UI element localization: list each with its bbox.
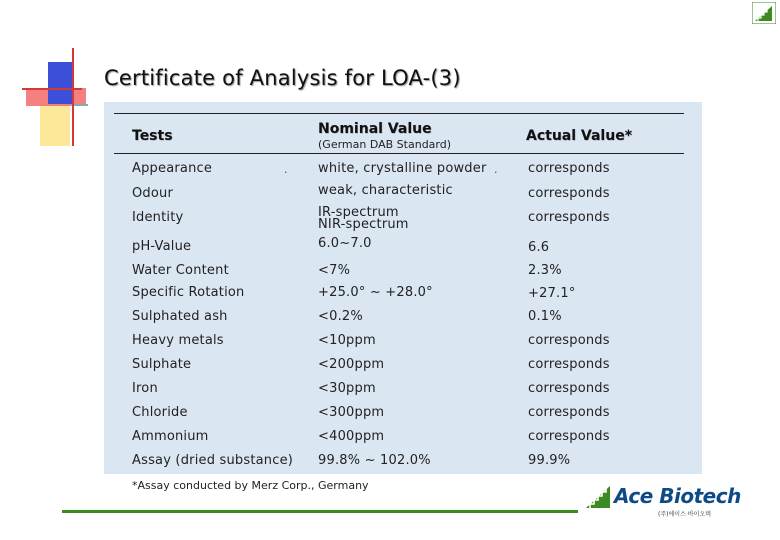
decor-horizontal-line [22, 88, 82, 90]
row-test: Identity [132, 210, 184, 225]
row-nominal: <300ppm [318, 405, 385, 420]
row-nominal: <7% [318, 263, 351, 278]
page-title: Certificate of Analysis for LOA-(3) [104, 66, 461, 90]
decor-vertical-line [72, 48, 74, 146]
row-test: Chloride [132, 405, 188, 420]
row-actual: corresponds [528, 429, 610, 444]
row-actual: corresponds [528, 161, 610, 176]
company-logo [584, 482, 741, 518]
header-actual: Actual Value* [526, 128, 633, 144]
row-nominal: <10ppm [318, 333, 376, 348]
row-test: Appearance [132, 161, 213, 176]
footer-divider [62, 510, 578, 513]
leaf-stairs-icon [752, 2, 776, 24]
row-actual: corresponds [528, 381, 610, 396]
decor-blue-block [48, 62, 74, 104]
row-nominal: 6.0~7.0 [318, 236, 372, 251]
decor-dot: . [284, 163, 288, 176]
row-test: Specific Rotation [132, 285, 245, 300]
row-nominal: <400ppm [318, 429, 385, 444]
row-actual: corresponds [528, 333, 610, 348]
decor-yellow-block [40, 104, 70, 146]
row-actual: corresponds [528, 186, 610, 201]
row-actual: +27.1° [528, 286, 576, 301]
row-nominal: +25.0° ~ +28.0° [318, 285, 433, 300]
row-nominal: <30ppm [318, 381, 376, 396]
row-test: Water Content [132, 263, 229, 278]
logo-name: Ace Biotech [614, 484, 741, 508]
table-header-rule [114, 153, 684, 154]
row-test: Odour [132, 186, 174, 201]
header-nominal-sub: (German DAB Standard) [318, 138, 452, 151]
row-nominal: white, crystalline powder [318, 161, 487, 176]
row-nominal: weak, characteristic [318, 183, 453, 198]
header-nominal: Nominal Value [318, 121, 432, 137]
row-actual: 2.3% [528, 263, 562, 278]
row-actual: 99.9% [528, 453, 571, 468]
row-actual: corresponds [528, 405, 610, 420]
decor-gray-line [74, 104, 88, 106]
row-nominal: IR-spectrum [318, 205, 399, 220]
decor-dot: . [494, 163, 498, 176]
footnote: *Assay conducted by Merz Corp., Germany [132, 479, 369, 492]
row-test: pH-Value [132, 239, 192, 254]
row-test: Sulphated ash [132, 309, 228, 324]
table-top-rule [114, 113, 684, 114]
row-actual: corresponds [528, 357, 610, 372]
row-test: Sulphate [132, 357, 192, 372]
leaf-stairs-icon [584, 482, 612, 510]
logo-tagline: (주)에이스 바이오텍 [658, 511, 711, 518]
row-actual: corresponds [528, 210, 610, 225]
row-test: Assay (dried substance) [132, 453, 294, 468]
row-nominal: 99.8% ~ 102.0% [318, 453, 431, 468]
row-actual: 6.6 [528, 240, 550, 255]
row-test: Ammonium [132, 429, 209, 444]
row-nominal: <200ppm [318, 357, 385, 372]
row-nominal: <0.2% [318, 309, 363, 324]
row-test: Iron [132, 381, 158, 396]
row-test: Heavy metals [132, 333, 224, 348]
row-actual: 0.1% [528, 309, 562, 324]
row-nominal-line2: NIR-spectrum [318, 217, 409, 232]
header-tests: Tests [132, 128, 173, 144]
